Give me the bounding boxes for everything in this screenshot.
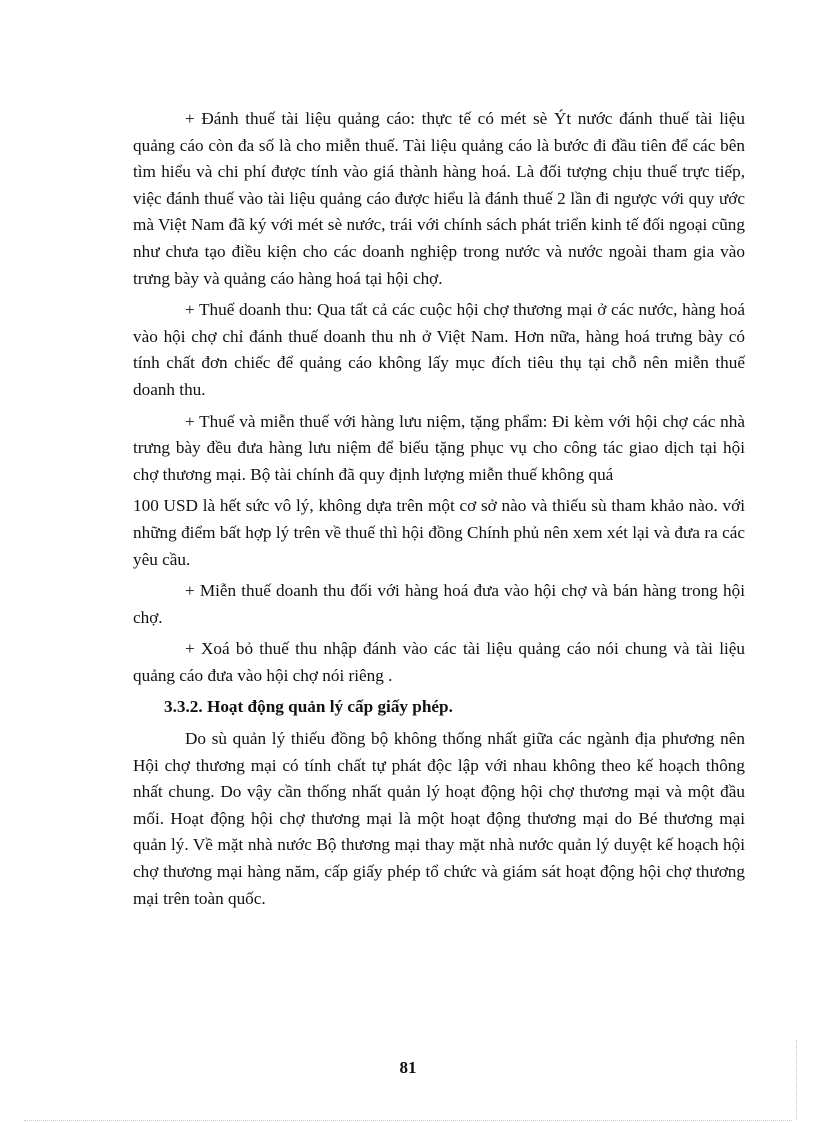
section-heading: 3.3.2. Hoạt động quản lý cấp giấy phép. [164,697,453,717]
margin-divider [796,1040,797,1120]
footer-divider [24,1120,792,1121]
paragraph-usd-limit: 100 USD là hết sức vô lý, không dựa trên một cơ sở nào và thiếu sù tham khảo nào. với những điểm bất hợp lý trên về thuế thì hội đồng Chính phủ nên xem xét lại và đưa ra các yêu cầu. [133,496,745,569]
paragraph-souvenir-tax: + Thuế và miễn thuế với hàng lưu niệm, tặng phẩm: Đi kèm với hội chợ các nhà trưng bày đều đưa hàng lưu niệm để biếu tặng phục vụ cho công tác giao dịch tại hội chợ thương mại. Bộ tài chính đã quy định lượng miễn thuế không quá [133,411,745,484]
paragraph-advertising-tax: + Đánh thuế tài liệu quảng cáo: thực tế có mét sè Ýt nước đánh thuế tài liệu quảng cáo còn đa số là cho miễn thuế. Tài liệu quảng cáo là bước đi đầu tiên để các bên tìm hiểu và chi phí được tính vào giá thành hàng hoá. Là đối tượng chịu thuế trực tiếp, việc đánh thuế vào tài liệu quảng cáo được hiểu là đánh thuế 2 lần đi ngược với quy ước mà Việt Nam đã ký với mét sè nước, trái với chính sách phát triển kinh tế đối ngoại cũng như chưa tạo điều kiện cho các doanh nghiệp trong nước và nước ngoài tham gia vào trưng bày và quảng cáo hàng hoá tại hội chợ. [133,109,745,288]
paragraph-revenue-exemption: + Miễn thuế doanh thu đối với hàng hoá đưa vào hội chợ và bán hàng trong hội chợ. [133,581,745,627]
paragraph-income-tax-removal: + Xoá bỏ thuế thu nhập đánh vào các tài liệu quảng cáo nói chung và tài liệu quảng cáo đưa vào hội chợ nói riêng . [133,639,745,685]
paragraph-licensing: Do sù quản lý thiếu đồng bộ không thống nhất giữa các ngành địa phương nên Hội chợ thương mại có tính chất tự phát độc lập với nhau không theo kế hoạch thông nhất chung. Do vậy cần thống nhất quản lý hoạt động hội chợ thương mại và một đầu mối. Hoạt động hội chợ thương mại là một hoạt động thương mại do Bé thương mại quản lý. Về mặt nhà nước Bộ thương mại thay mặt nhà nước quản lý duyệt kế hoạch hội chợ thương mại hàng năm, cấp giấy phép tổ chức và giám sát hoạt động hội chợ thương mại trên toàn quốc. [133,729,745,908]
page-number: 81 [399,1058,417,1077]
body-text [133,106,745,917]
paragraph-revenue-tax: + Thuế doanh thu: Qua tất cả các cuộc hội chợ thương mại ở các nước, hàng hoá vào hội chợ chỉ đánh thuế doanh thu nh ở Việt Nam. Hơn nữa, hàng hoá trưng bày có tính chất đơn chiếc để quảng cáo không lấy mục đích tiêu thụ tại chỗ nên miễn thuế doanh thu. [133,300,745,399]
